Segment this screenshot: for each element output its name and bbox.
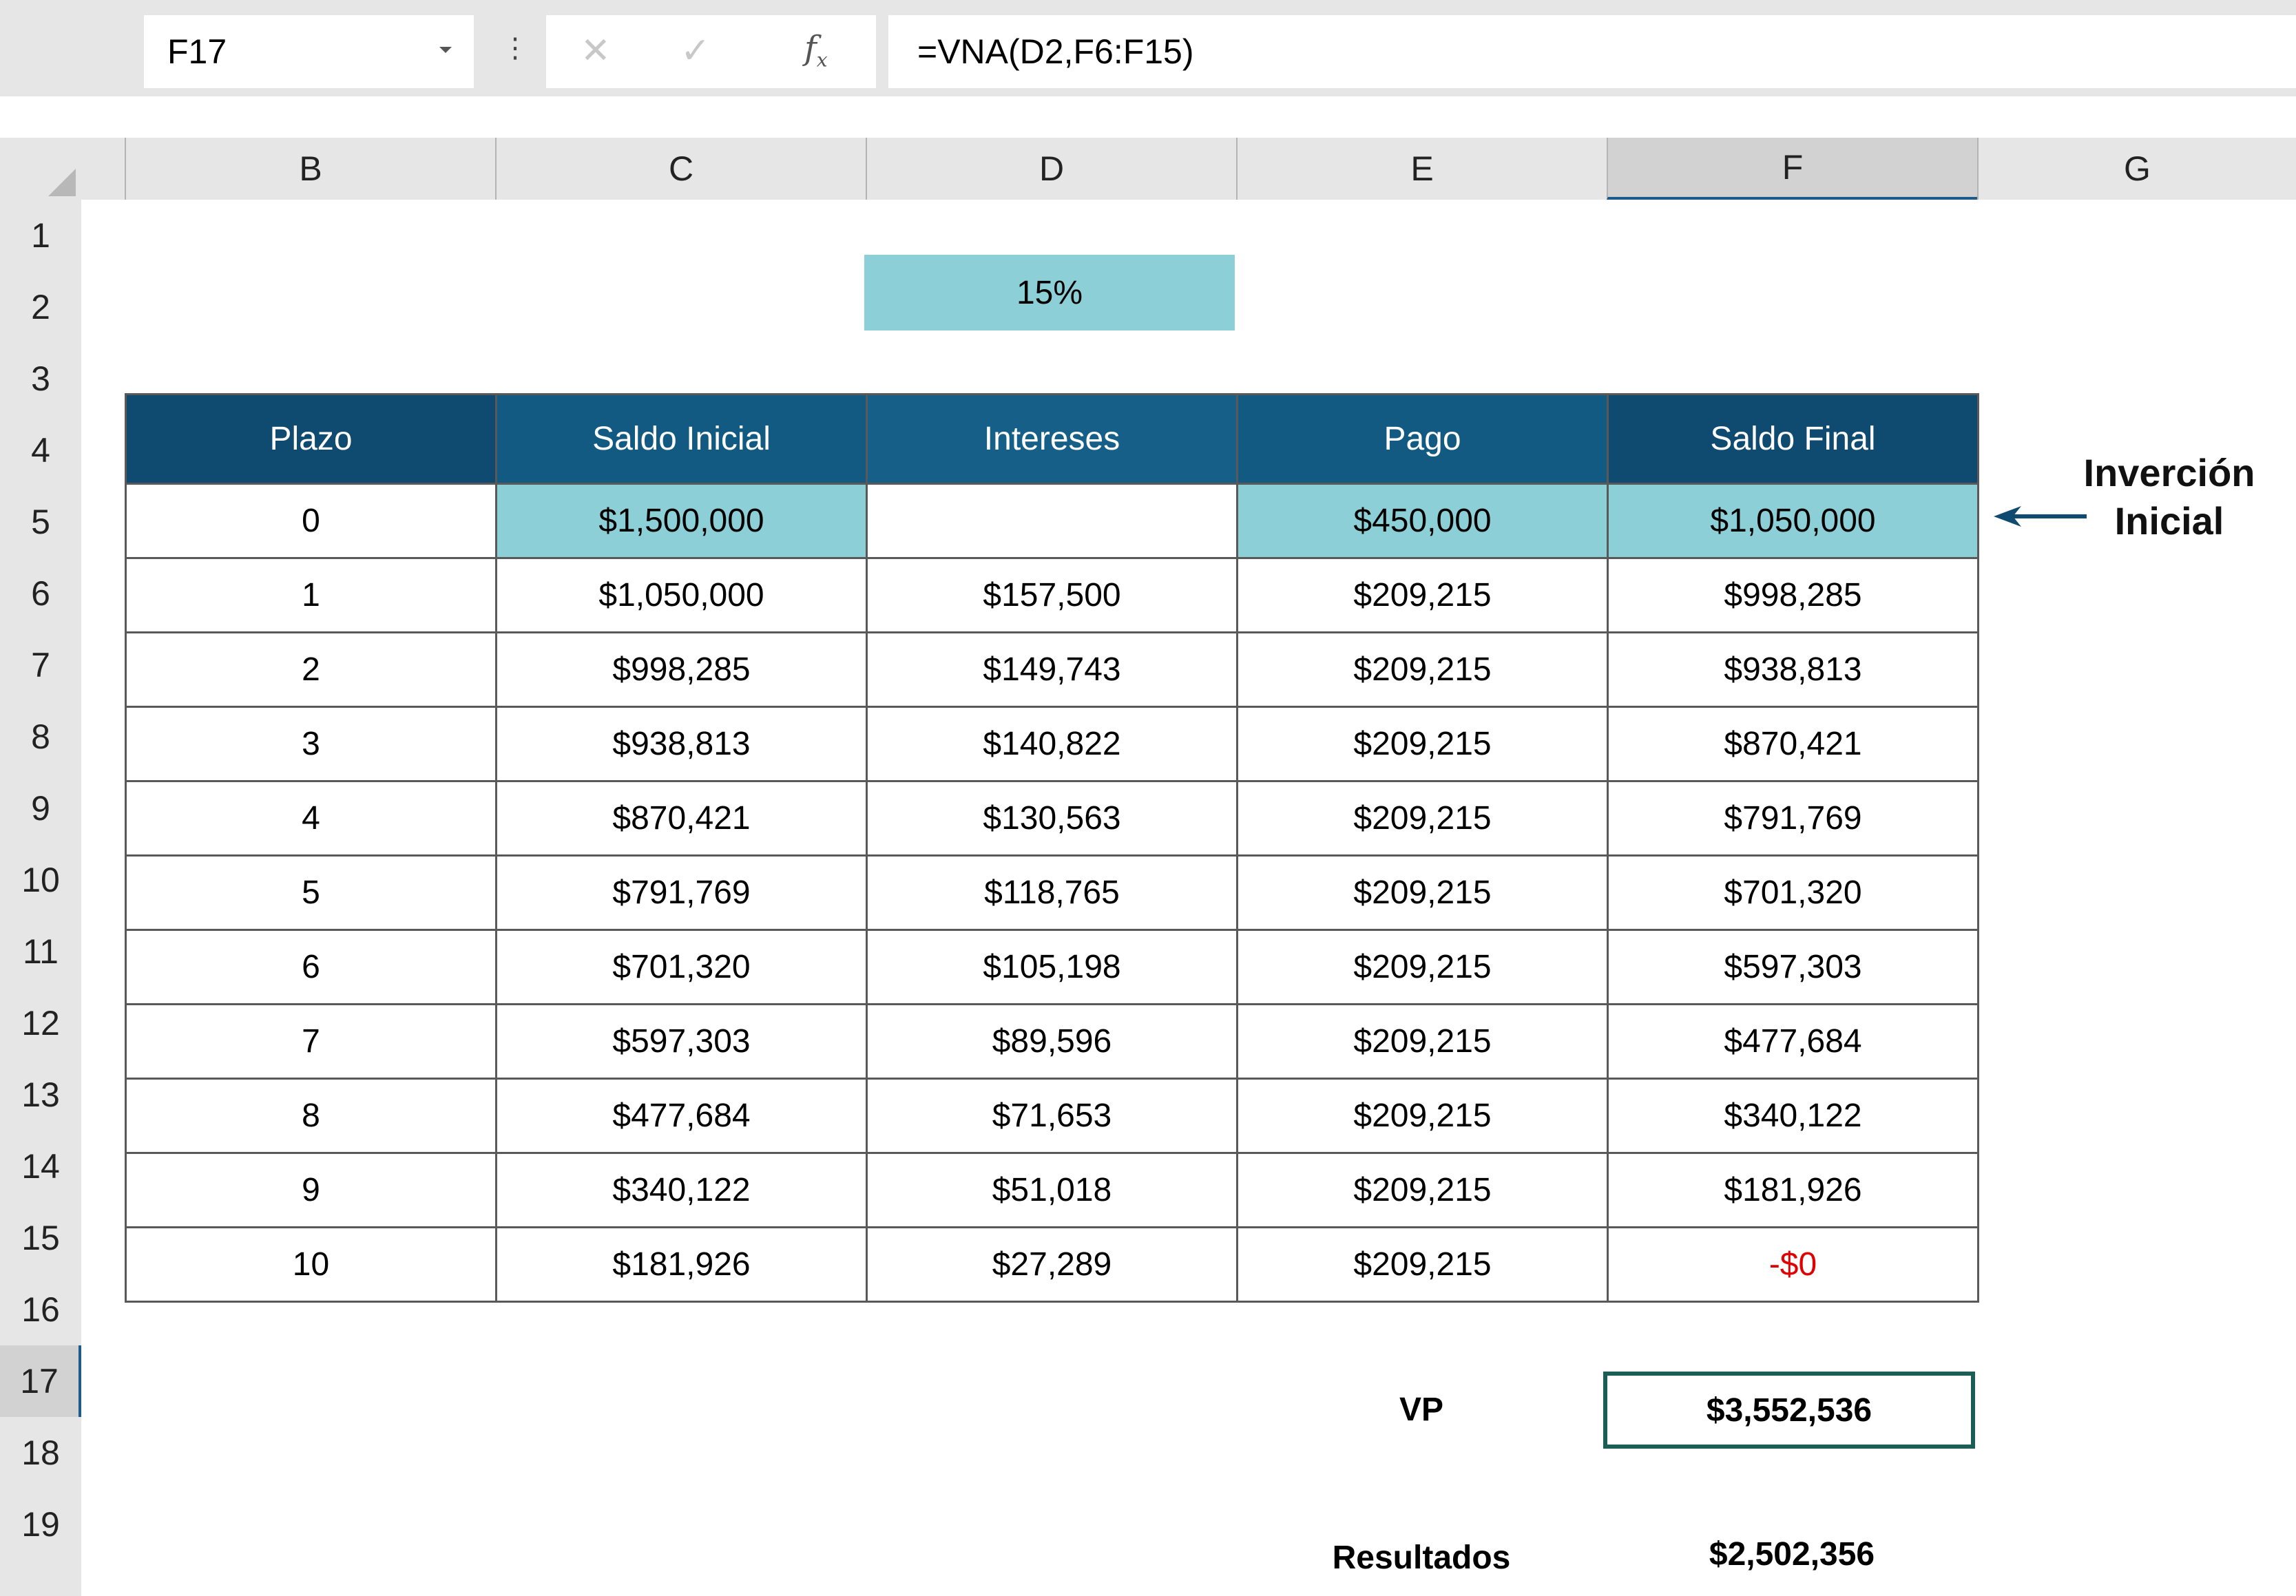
row-header-14[interactable]: 14 <box>21 1147 60 1186</box>
cell-saldo-inicial[interactable]: $701,320 <box>497 930 867 1005</box>
cell-saldo-final[interactable]: -$0 <box>1608 1228 1979 1302</box>
row-header-8[interactable]: 8 <box>31 717 50 756</box>
row-header-11[interactable]: 11 <box>23 932 59 971</box>
row-header-9[interactable]: 9 <box>31 789 50 828</box>
row-header-7[interactable]: 7 <box>31 646 50 684</box>
cell-plazo[interactable]: 6 <box>126 930 497 1005</box>
cell-saldo-inicial[interactable]: $477,684 <box>497 1079 867 1153</box>
cell-intereses[interactable]: $105,198 <box>867 930 1238 1005</box>
cell-plazo[interactable]: 3 <box>126 707 497 781</box>
cell-saldo-inicial[interactable]: $1,500,000 <box>497 484 867 558</box>
table-header-row <box>126 395 1979 484</box>
cell-pago[interactable]: $209,215 <box>1238 930 1608 1005</box>
row-header-4[interactable]: 4 <box>31 431 50 470</box>
more-options-icon[interactable]: ⋮ <box>501 33 529 63</box>
column-header-g[interactable]: G <box>1977 138 2296 200</box>
table-row <box>126 856 1979 930</box>
table-row <box>126 484 1979 558</box>
cell-pago[interactable]: $209,215 <box>1238 1153 1608 1228</box>
vp-value-cell[interactable]: $3,552,536 <box>1603 1372 1975 1449</box>
cell-saldo-final[interactable]: $938,813 <box>1608 633 1979 707</box>
row-headers <box>0 200 81 1596</box>
cell-saldo-final[interactable]: $181,926 <box>1608 1153 1979 1228</box>
row-header-1[interactable]: 1 <box>31 216 50 255</box>
cell-plazo[interactable]: 9 <box>126 1153 497 1228</box>
column-header-c[interactable]: C <box>495 138 866 200</box>
cell-saldo-final[interactable]: $870,421 <box>1608 707 1979 781</box>
cell-saldo-inicial[interactable]: $597,303 <box>497 1005 867 1079</box>
formula-bar <box>0 0 2296 96</box>
cell-saldo-inicial[interactable]: $1,050,000 <box>497 558 867 633</box>
row-header-15[interactable]: 15 <box>21 1219 60 1257</box>
cell-intereses[interactable]: $157,500 <box>867 558 1238 633</box>
cell-plazo[interactable]: 1 <box>126 558 497 633</box>
cell-saldo-inicial[interactable]: $791,769 <box>497 856 867 930</box>
results-label: Resultados <box>1332 1540 1511 1576</box>
table-row <box>126 930 1979 1005</box>
cell-saldo-inicial[interactable]: $181,926 <box>497 1228 867 1302</box>
cell-intereses[interactable] <box>867 484 1238 558</box>
annotation-line-2: Inicial <box>2114 499 2224 543</box>
annotation-text <box>2038 449 2296 545</box>
row-header-2[interactable]: 2 <box>31 288 50 326</box>
cell-pago[interactable]: $209,215 <box>1238 707 1608 781</box>
cell-intereses[interactable]: $149,743 <box>867 633 1238 707</box>
cell-saldo-final[interactable]: $597,303 <box>1608 930 1979 1005</box>
header-plazo[interactable]: Plazo <box>126 395 497 484</box>
column-header-b[interactable]: B <box>125 138 495 200</box>
row-header-6[interactable]: 6 <box>31 574 50 613</box>
column-headers <box>0 138 2296 200</box>
cell-saldo-inicial[interactable]: $938,813 <box>497 707 867 781</box>
formula-buttons <box>546 15 876 88</box>
table-row <box>126 781 1979 856</box>
cell-intereses[interactable]: $51,018 <box>867 1153 1238 1228</box>
header-intereses[interactable]: Intereses <box>867 395 1238 484</box>
table-row <box>126 558 1979 633</box>
cell-pago[interactable]: $209,215 <box>1238 1005 1608 1079</box>
row-header-12[interactable]: 12 <box>21 1004 60 1042</box>
cell-pago[interactable]: $209,215 <box>1238 1079 1608 1153</box>
column-header-d[interactable]: D <box>866 138 1236 200</box>
insert-function-icon[interactable]: $f_x$ <box>804 29 828 72</box>
cell-saldo-final[interactable]: $791,769 <box>1608 781 1979 856</box>
vp-label: VP <box>1399 1392 1444 1428</box>
row-header-17[interactable]: 17 <box>0 1345 81 1417</box>
row-header-13[interactable]: 13 <box>21 1075 60 1114</box>
cell-pago[interactable]: $209,215 <box>1238 558 1608 633</box>
cell-saldo-final[interactable]: $477,684 <box>1608 1005 1979 1079</box>
row-header-19[interactable]: 19 <box>21 1505 60 1544</box>
row-header-16[interactable]: 16 <box>21 1290 60 1329</box>
cancel-icon[interactable]: ✕ <box>581 31 611 71</box>
formula-input[interactable] <box>888 15 2296 88</box>
cell-saldo-inicial[interactable]: $870,421 <box>497 781 867 856</box>
cell-intereses[interactable]: $118,765 <box>867 856 1238 930</box>
header-saldo-final[interactable]: Saldo Final <box>1608 395 1979 484</box>
rate-cell[interactable]: 15% <box>864 255 1235 330</box>
select-all-corner[interactable] <box>48 169 76 196</box>
cell-saldo-inicial[interactable]: $998,285 <box>497 633 867 707</box>
cell-plazo[interactable]: 5 <box>126 856 497 930</box>
cell-intereses[interactable]: $140,822 <box>867 707 1238 781</box>
cell-saldo-final[interactable]: $701,320 <box>1608 856 1979 930</box>
column-header-e[interactable]: E <box>1236 138 1607 200</box>
header-saldo-inicial[interactable]: Saldo Inicial <box>497 395 867 484</box>
cell-pago[interactable]: $209,215 <box>1238 633 1608 707</box>
cell-saldo-inicial[interactable]: $340,122 <box>497 1153 867 1228</box>
cell-plazo[interactable]: 7 <box>126 1005 497 1079</box>
table-row <box>126 633 1979 707</box>
column-header-f[interactable]: F <box>1607 138 1977 200</box>
cell-saldo-final[interactable]: $1,050,000 <box>1608 484 1979 558</box>
row-header-3[interactable]: 3 <box>31 359 50 398</box>
name-box-value: F17 <box>167 32 227 71</box>
name-box[interactable] <box>144 15 474 88</box>
cell-saldo-final[interactable]: $340,122 <box>1608 1079 1979 1153</box>
cell-plazo[interactable]: 2 <box>126 633 497 707</box>
table-row <box>126 1153 1979 1228</box>
cell-intereses[interactable]: $89,596 <box>867 1005 1238 1079</box>
cell-pago[interactable]: $209,215 <box>1238 781 1608 856</box>
cell-plazo[interactable]: 10 <box>126 1228 497 1302</box>
chevron-down-icon[interactable] <box>439 47 452 53</box>
header-pago[interactable]: Pago <box>1238 395 1608 484</box>
cell-intereses[interactable]: $27,289 <box>867 1228 1238 1302</box>
row-header-5[interactable]: 5 <box>31 503 50 541</box>
cell-plazo[interactable]: 0 <box>126 484 497 558</box>
cell-plazo[interactable]: 4 <box>126 781 497 856</box>
cell-plazo[interactable]: 8 <box>126 1079 497 1153</box>
cell-intereses[interactable]: $130,563 <box>867 781 1238 856</box>
results-value[interactable]: $2,502,356 <box>1709 1536 1875 1573</box>
table-row <box>126 1005 1979 1079</box>
annotation-line-1: Inverción <box>2083 451 2255 494</box>
table-row <box>126 707 1979 781</box>
cell-saldo-final[interactable]: $998,285 <box>1608 558 1979 633</box>
table-row <box>126 1228 1979 1302</box>
table-row <box>126 1079 1979 1153</box>
enter-icon[interactable]: ✓ <box>680 31 711 71</box>
arrow-left-icon <box>1994 506 2090 527</box>
amortization-table <box>125 393 1979 1303</box>
row-header-18[interactable]: 18 <box>21 1434 60 1472</box>
cell-intereses[interactable]: $71,653 <box>867 1079 1238 1153</box>
cell-pago[interactable]: $450,000 <box>1238 484 1608 558</box>
row-header-10[interactable]: 10 <box>21 861 60 899</box>
cell-pago[interactable]: $209,215 <box>1238 856 1608 930</box>
formula-text: =VNA(D2,F6:F15) <box>917 32 1194 71</box>
cell-pago[interactable]: $209,215 <box>1238 1228 1608 1302</box>
